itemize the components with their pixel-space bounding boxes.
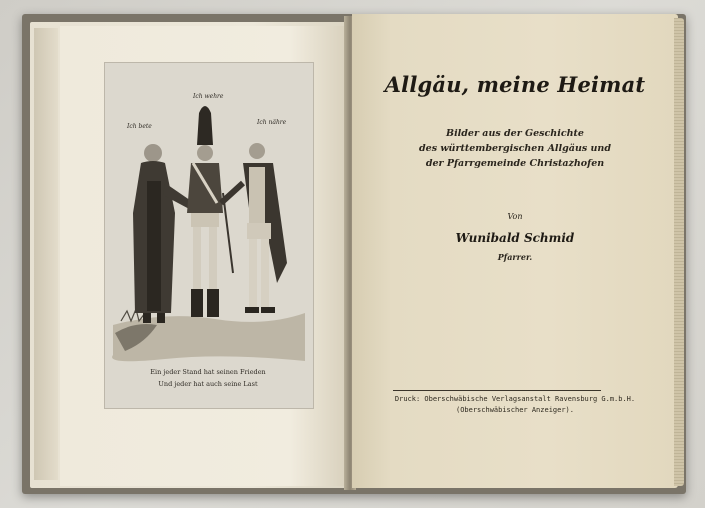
frontispiece-illustration: [105, 63, 313, 408]
imprint-divider: [393, 390, 601, 391]
printer-line-2: (Oberschwäbischer Anzeiger).: [455, 406, 574, 414]
speech-label-priest: Ich bete: [127, 123, 152, 130]
author-role: Pfarrer.: [497, 252, 533, 262]
plate-caption-line-1: Ein jeder Stand hat seinen Frieden: [150, 368, 266, 376]
speech-label-soldier: Ich wehre: [193, 93, 224, 100]
book-title: Allgäu, meine Heimat: [384, 72, 646, 97]
plate-caption-line-2: Und jeder hat auch seine Last: [158, 380, 258, 388]
frontispiece-plate: [104, 62, 314, 409]
author-name: Wunibald Schmid: [455, 231, 575, 245]
speech-label-civilian: Ich nähre: [257, 119, 287, 126]
left-page-edge: [34, 28, 58, 480]
subtitle-line-3: der Pfarrgemeinde Christazhofen: [425, 158, 605, 169]
printer-line-1: Druck: Oberschwäbische Verlagsanstalt Ravensburg G.m.b.H.: [394, 395, 636, 403]
by-label: Von: [507, 212, 523, 221]
subtitle-line-2: des württembergischen Allgäus und: [419, 143, 611, 154]
subtitle-line-1: Bilder aus der Geschichte: [446, 128, 584, 139]
